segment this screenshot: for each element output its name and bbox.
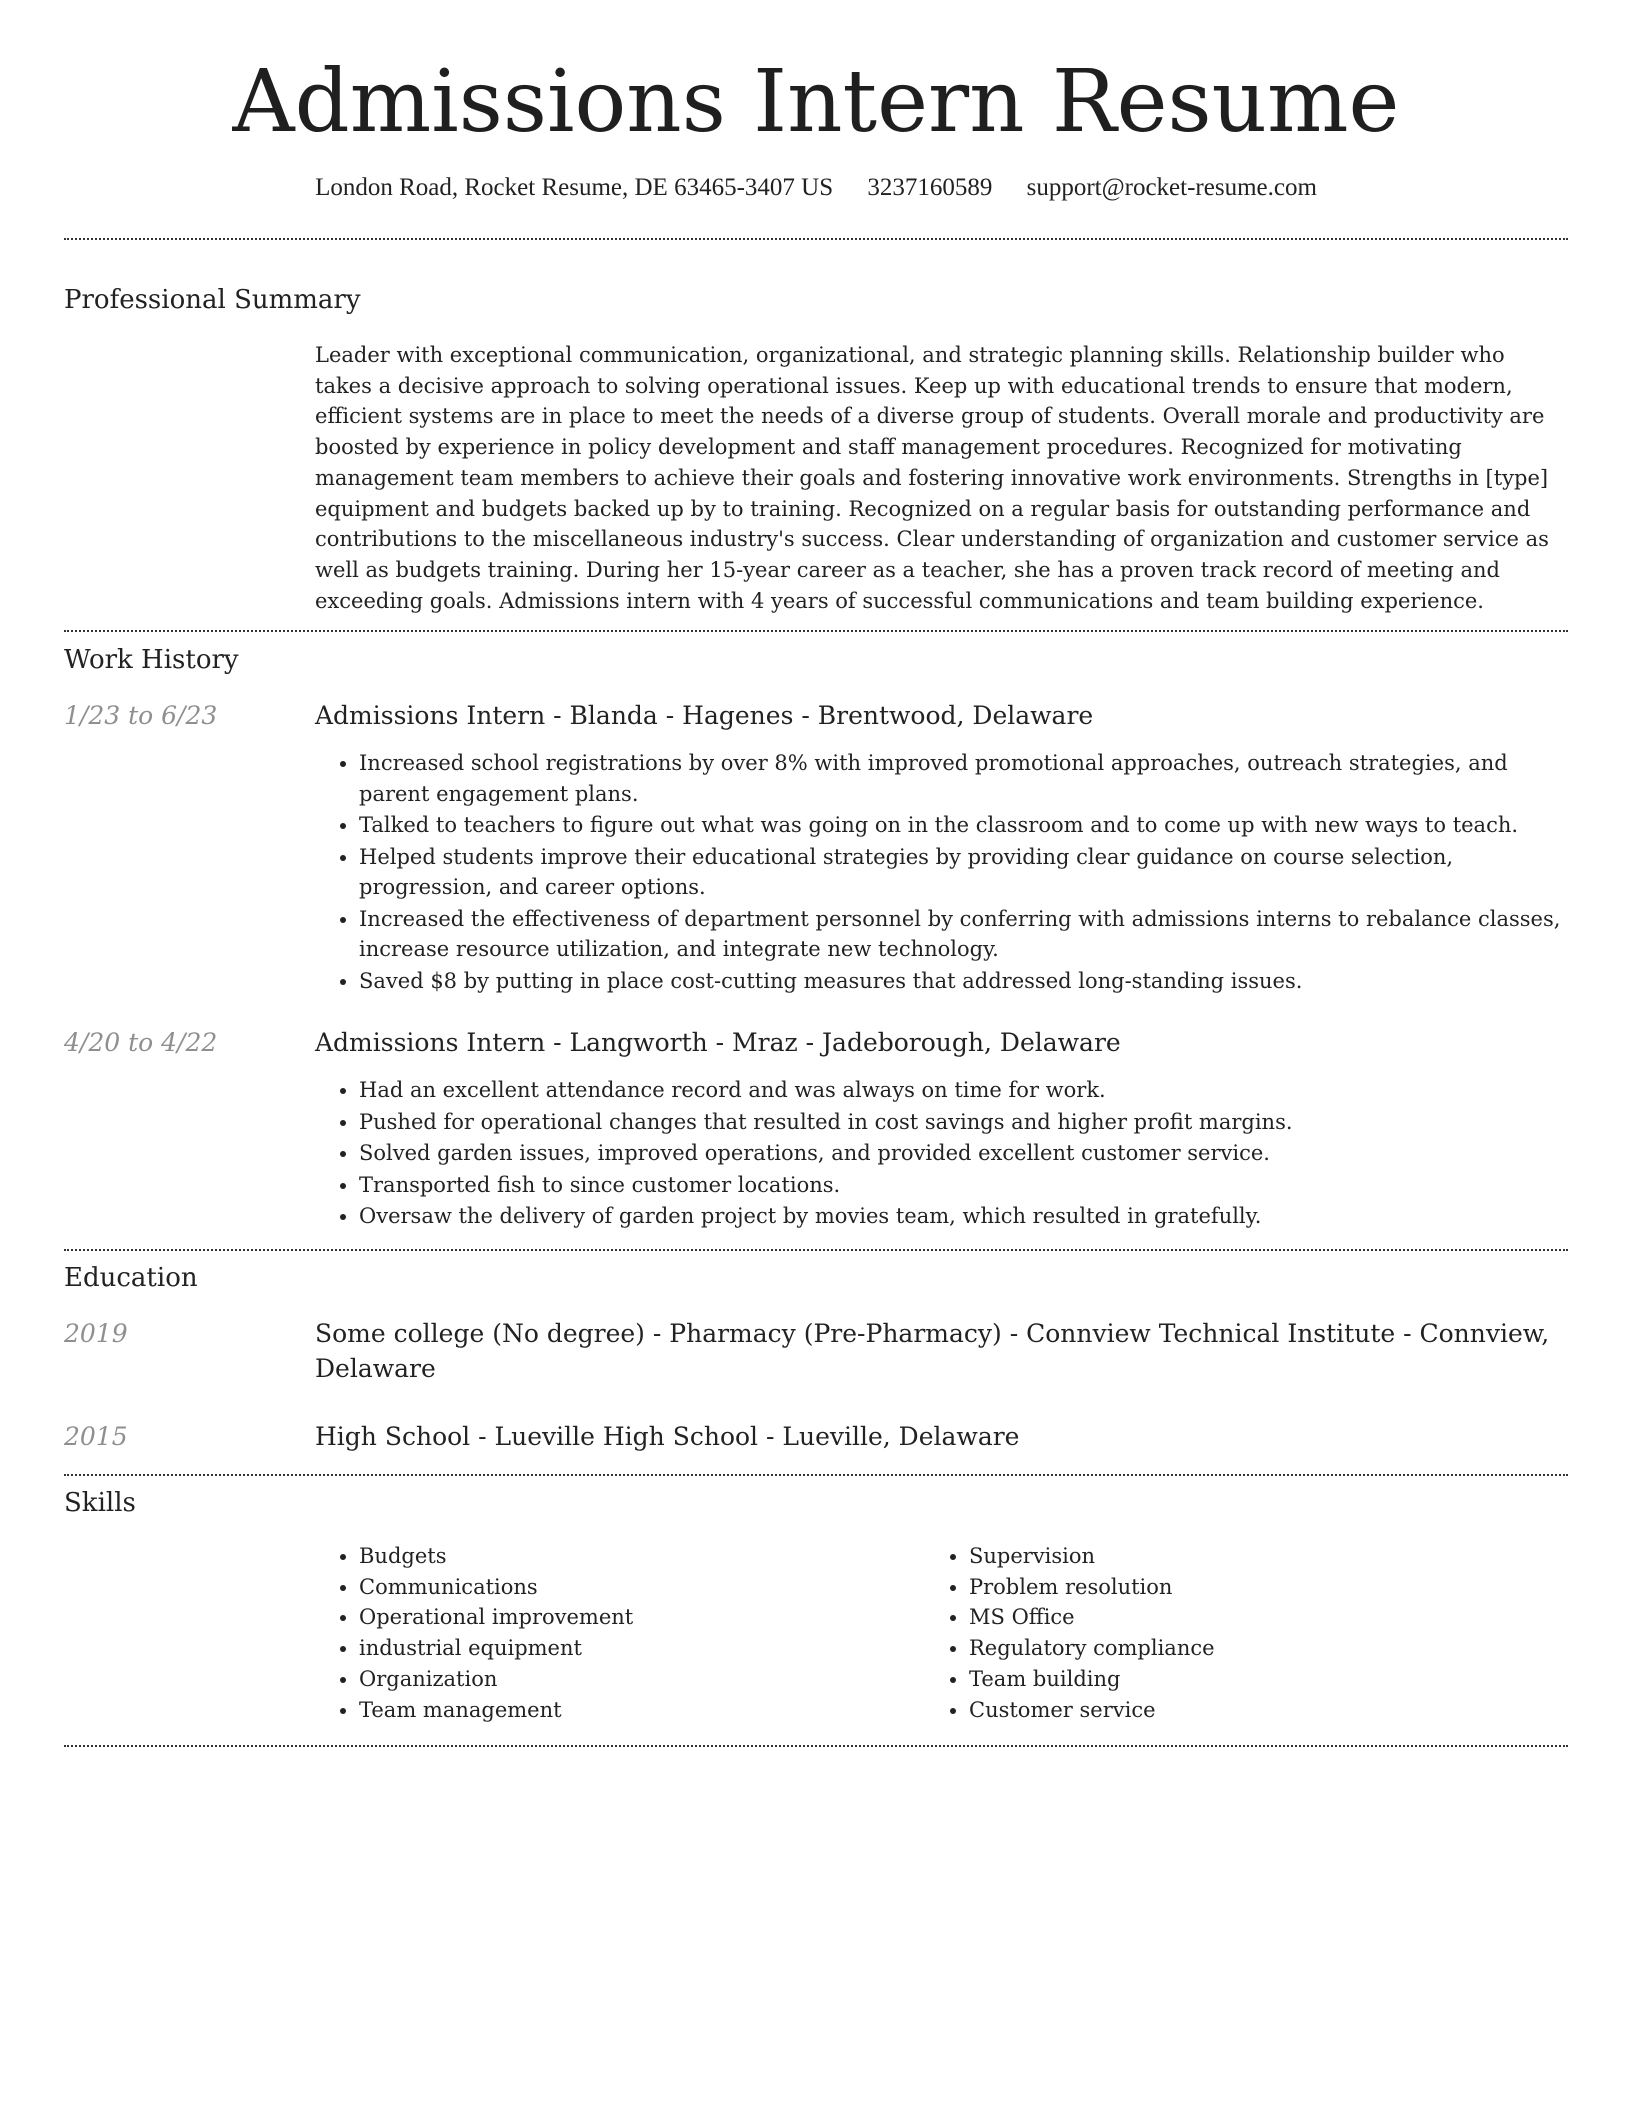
skill-item: • Communications xyxy=(359,1572,633,1603)
job-bullets xyxy=(315,748,1570,997)
section-title-education: Education xyxy=(64,1263,198,1293)
phone: 3237160589 xyxy=(867,174,993,201)
divider xyxy=(64,1745,1568,1747)
skills-list-left xyxy=(315,1541,633,1725)
list-item: • Oversaw the delivery of garden project by movies team, which resulted in gratefully. xyxy=(359,1201,1570,1232)
skill-item: • MS Office xyxy=(969,1602,1215,1633)
list-item: • Had an excellent attendance record and was always on time for work. xyxy=(359,1075,1570,1106)
contact-line xyxy=(0,170,1632,206)
education-year: 2019 xyxy=(64,1319,128,1348)
list-item: • Solved garden issues, improved operations, and provided excellent customer service. xyxy=(359,1138,1570,1169)
email: support@rocket-resume.com xyxy=(1026,174,1317,201)
skill-item: • Team management xyxy=(359,1695,633,1726)
skill-item: • Regulatory compliance xyxy=(969,1633,1215,1664)
section-title-skills: Skills xyxy=(64,1488,136,1518)
skills-list-right xyxy=(925,1541,1215,1725)
resume-title: Admissions Intern Resume xyxy=(232,52,1400,152)
skill-item: • Team building xyxy=(969,1664,1215,1695)
divider xyxy=(64,1474,1568,1476)
skill-item: • Organization xyxy=(359,1664,633,1695)
skill-item: • Customer service xyxy=(969,1695,1215,1726)
skill-item: • Problem resolution xyxy=(969,1572,1215,1603)
education-entry: High School - Lueville High School - Lueville, Delaware xyxy=(315,1422,1020,1451)
education-year: 2015 xyxy=(64,1422,128,1451)
job-bullets xyxy=(315,1075,1570,1233)
divider xyxy=(64,238,1568,240)
skill-item: • Supervision xyxy=(969,1541,1215,1572)
job-heading: Admissions Intern - Langworth - Mraz - Jadeborough, Delaware xyxy=(315,1028,1121,1057)
address: London Road, Rocket Resume, DE 63465-3407 US xyxy=(315,174,834,201)
section-title-summary: Professional Summary xyxy=(64,285,361,315)
list-item: • Helped students improve their educational strategies by providing clear guidance on course selection, progression, and career options. xyxy=(359,842,1570,903)
divider xyxy=(64,1249,1568,1251)
list-item: • Pushed for operational changes that resulted in cost savings and higher profit margins. xyxy=(359,1107,1570,1138)
summary-text: Leader with exceptional communication, organizational, and strategic planning skills. Relationship builder who takes a decisive approach to solving operational issues. Keep up with educational trends to ensure that modern, efficient systems are in place to meet the needs of a diverse group of students. Overall morale and productivity are boosted by experience in policy development and staff management procedures. Recognized for motivating management team members to achieve their goals and fostering innovative work environments. Strengths in [type] equipment and budgets backed up by to training. Recognized on a regular basis for outstanding performance and contributions to the miscellaneous industry's success. Clear understanding of organization and customer service as well as budgets training. During her 15-year career as a teacher, she has a proven track record of meeting and exceeding goals. Admissions intern with 4 years of successful communications and team building experience. xyxy=(315,343,1549,613)
job-dates: 4/20 to 4/22 xyxy=(64,1028,218,1057)
divider xyxy=(64,630,1568,632)
job-heading: Admissions Intern - Blanda - Hagenes - Brentwood, Delaware xyxy=(315,701,1094,730)
list-item: • Transported fish to since customer locations. xyxy=(359,1170,1570,1201)
skill-item: • Operational improvement xyxy=(359,1602,633,1633)
skill-item: • Budgets xyxy=(359,1541,633,1572)
list-item: • Saved $8 by putting in place cost-cutting measures that addressed long-standing issues. xyxy=(359,966,1570,997)
section-title-work-history: Work History xyxy=(64,645,239,675)
list-item: • Increased school registrations by over 8% with improved promotional approaches, outreach strategies, and parent engagement plans. xyxy=(359,748,1570,809)
job-dates: 1/23 to 6/23 xyxy=(64,701,218,730)
education-entry: Some college (No degree) - Pharmacy (Pre-Pharmacy) - Connview Technical Institute - Connview, Delaware xyxy=(315,1319,1550,1383)
skill-item: • industrial equipment xyxy=(359,1633,633,1664)
list-item: • Talked to teachers to figure out what was going on in the classroom and to come up with new ways to teach. xyxy=(359,810,1570,841)
list-item: • Increased the effectiveness of department personnel by conferring with admissions interns to rebalance classes, increase resource utilization, and integrate new technology. xyxy=(359,904,1570,965)
